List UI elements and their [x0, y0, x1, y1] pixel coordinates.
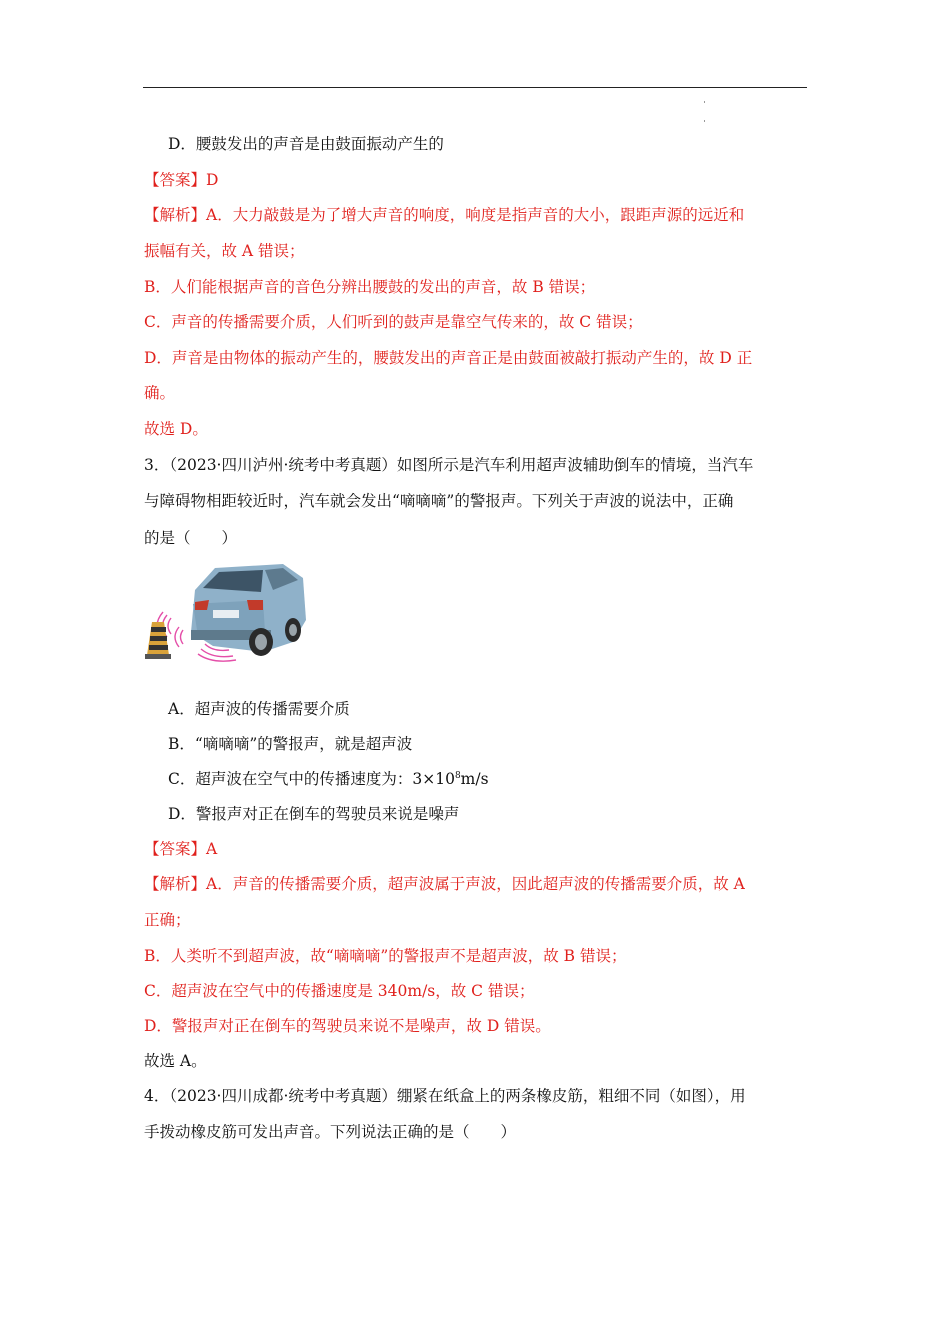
q3-option-c-unit: m/s [460, 770, 489, 788]
q3-stem-line: 的是（ ） [144, 529, 238, 547]
prev-analysis-line: D．声音是由物体的振动产生的，腰鼓发出的声音正是由鼓面被敲打振动产生的，故 D 正 [144, 349, 753, 367]
q3-option-c-text: C．超声波在空气中的传播速度为：3×10 [168, 770, 455, 788]
traffic-cone-icon [145, 622, 171, 659]
q3-stem-line: 3．（2023·四川泸州·统考中考真题）如图所示是汽车利用超声波辅助倒车的情境，当汽车 [144, 456, 754, 474]
margin-mark [704, 101, 705, 103]
q4-stem-line: 4．（2023·四川成都·统考中考真题）绷紧在纸盒上的两条橡皮筋，粗细不同（如图），用 [144, 1087, 746, 1105]
car-icon [191, 564, 306, 656]
q3-analysis-line: B．人类听不到超声波，故“嘀嘀嘀”的警报声不是超声波，故 B 错误； [144, 947, 627, 965]
q3-choose: 故选 A。 [144, 1052, 207, 1070]
car-reversing-illustration [143, 560, 308, 670]
prev-analysis-line: 确。 [144, 384, 176, 402]
car-reversing-figure [143, 560, 308, 670]
prev-analysis-line: 振幅有关，故 A 错误； [144, 242, 305, 260]
q3-answer: 【答案】A [144, 840, 218, 858]
q3-option-d: D．警报声对正在倒车的驾驶员来说是噪声 [168, 805, 460, 823]
prev-choose: 故选 D。 [144, 420, 208, 438]
prev-analysis-line: C．声音的传播需要介质，人们听到的鼓声是靠空气传来的，故 C 错误； [144, 313, 643, 331]
q3-option-a: A．超声波的传播需要介质 [168, 700, 350, 718]
q3-option-c-exponent: 8 [454, 771, 461, 781]
q3-option-b: B．“嘀嘀嘀”的警报声，就是超声波 [168, 735, 413, 753]
q3-analysis-line: 【解析】A．声音的传播需要介质，超声波属于声波，因此超声波的传播需要介质，故 A [144, 875, 745, 893]
q3-option-c [168, 769, 489, 789]
q3-analysis-line: 正确； [144, 911, 191, 929]
q3-analysis-line: C．超声波在空气中的传播速度是 340m/s，故 C 错误； [144, 982, 535, 1000]
q4-stem-line: 手拨动橡皮筋可发出声音。下列说法正确的是（ ） [144, 1123, 517, 1141]
q3-analysis-line: D．警报声对正在倒车的驾驶员来说不是噪声，故 D 错误。 [144, 1017, 551, 1035]
q3-stem-line: 与障碍物相距较近时，汽车就会发出“嘀嘀嘀”的警报声。下列关于声波的说法中，正确 [144, 492, 734, 510]
margin-mark [704, 120, 705, 122]
header-rule [143, 87, 807, 88]
prev-analysis-line: 【解析】A．大力敲鼓是为了增大声音的响度，响度是指声音的大小，跟距声源的远近和 [144, 206, 745, 224]
prev-answer: 【答案】D [144, 171, 219, 189]
prev-option-d: D．腰鼓发出的声音是由鼓面振动产生的 [168, 135, 444, 153]
prev-analysis-line: B．人们能根据声音的音色分辨出腰鼓的发出的声音，故 B 错误； [144, 278, 596, 296]
